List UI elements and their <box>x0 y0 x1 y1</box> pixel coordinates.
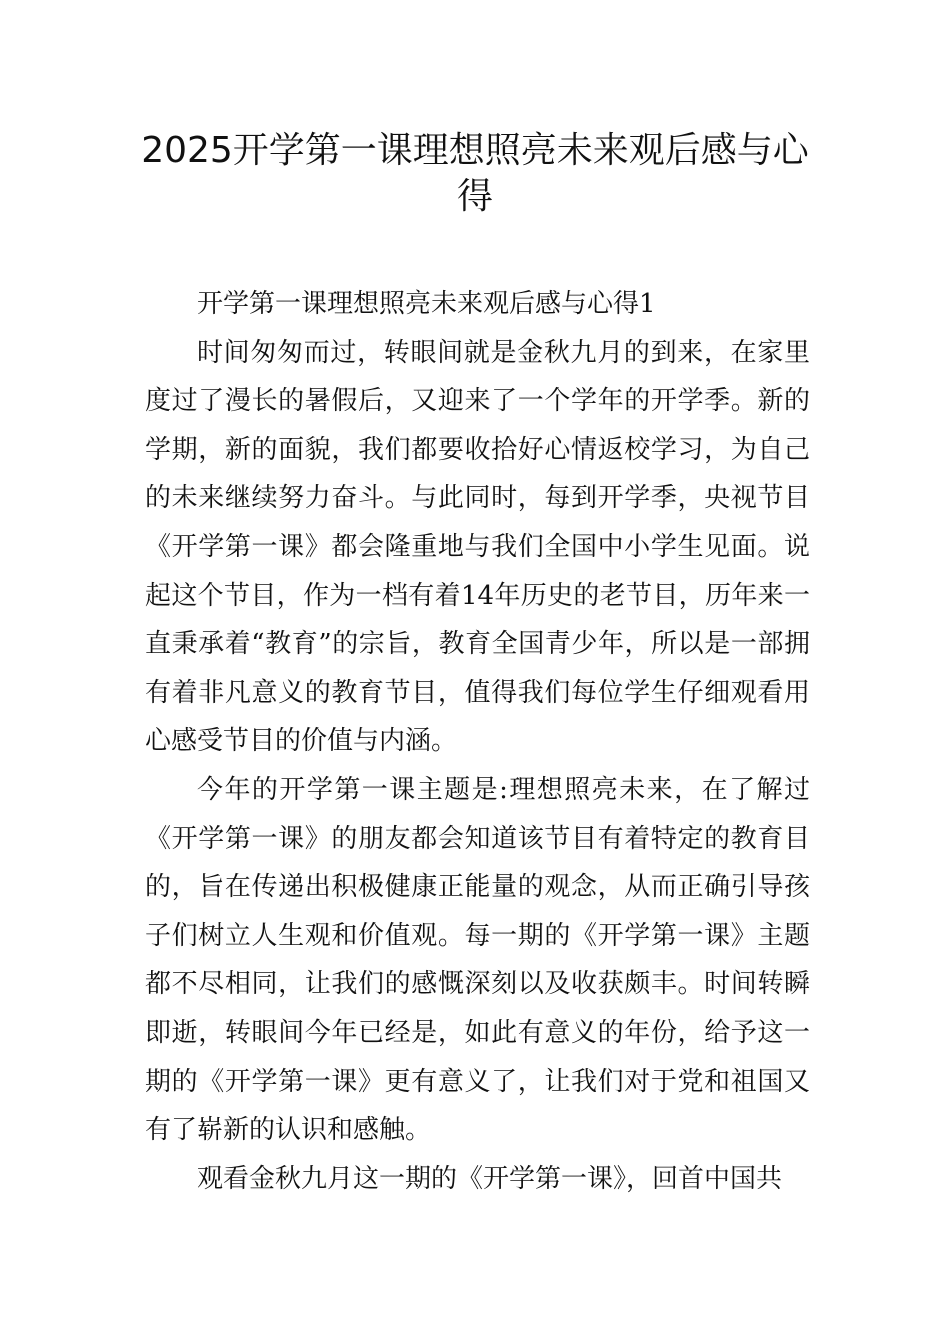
paragraph-3: 观看金秋九月这一期的《开学第一课》，回首中国共 <box>197 1163 783 1194</box>
document-body <box>145 280 810 1203</box>
paragraph-2: 今年的开学第一课主题是:理想照亮未来，在了解过《开学第一课》的朋友都会知道该节目有着特定的教育目的，旨在传递出积极健康正能量的观念，从而正确引导孩子们树立人生观和价值观。每一期的《开学第一课》主题都不尽相同，让我们的感慨深刻以及收获颇丰。时间转瞬即逝，转眼间今年已经是，如此有意义的年份，给予这一期的《开学第一课》更有意义了，让我们对于党和祖国又有了崭新的认识和感触。 <box>145 774 810 1146</box>
paragraph-1: 时间匆匆而过，转眼间就是金秋九月的到来，在家里度过了漫长的暑假后，又迎来了一个学年的开学季。新的学期，新的面貌，我们都要收拾好心情返校学习，为自己的未来继续努力奋斗。与此同时，每到开学季，央视节目《开学第一课》都会隆重地与我们全国中小学生见面。说起这个节目，作为一档有着14年历史的老节目，历年来一直秉承着“教育”的宗旨，教育全国青少年，所以是一部拥有着非凡意义的教育节目，值得我们每位学生仔细观看用心感受节目的价值与内涵。 <box>145 337 810 757</box>
document-title: 2025开学第一课理想照亮未来观后感与心得 <box>141 130 809 217</box>
section-heading: 开学第一课理想照亮未来观后感与心得1 <box>197 289 656 319</box>
